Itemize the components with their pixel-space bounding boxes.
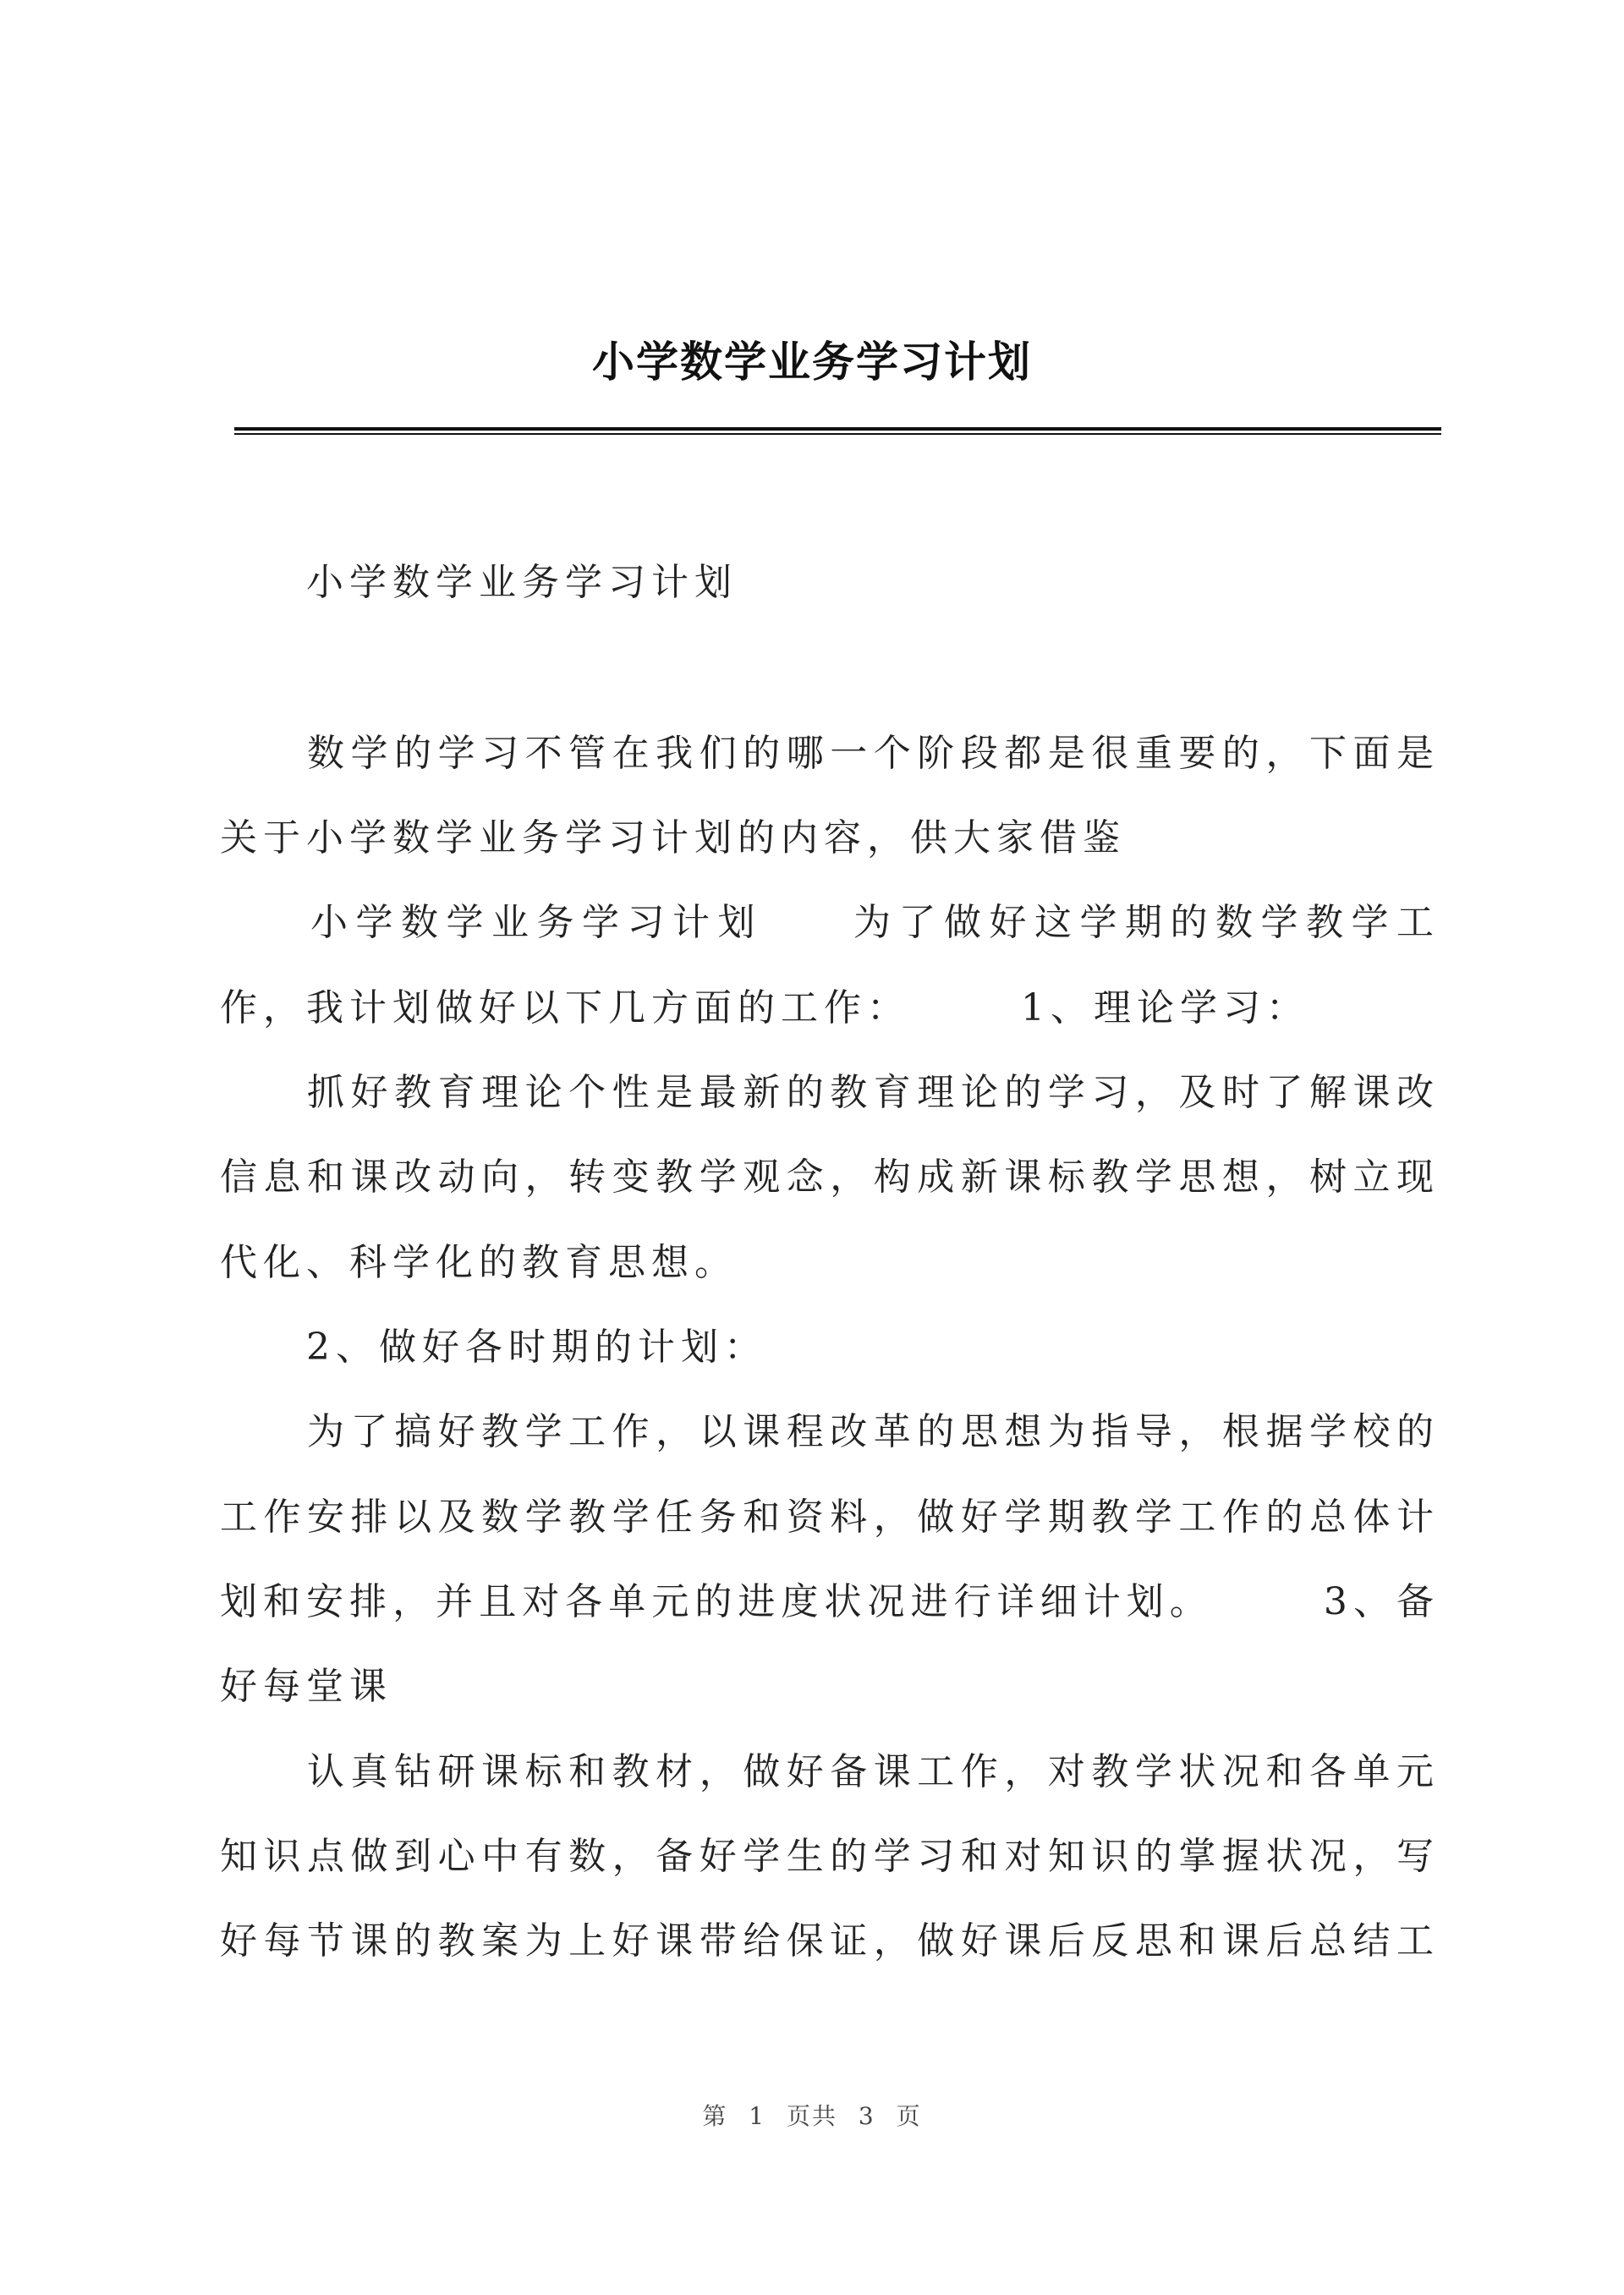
paragraph-line: 认真钻研课标和教材，做好备课工作，对教学状况和各单元 (220, 1750, 1434, 1793)
paragraph-line: 好每节课的教案为上好课带给保证，做好课后反思和课后总结工 (220, 1919, 1434, 1963)
paragraph-line: 抓好教育理论个性是最新的教育理论的学习，及时了解课改 (220, 1071, 1434, 1114)
document-title: 小学数学业务学习计划 (592, 337, 1032, 387)
paragraph-line: 好每堂课 (220, 1665, 392, 1708)
paragraph-line: 代化、科学化的教育思想。 (220, 1241, 738, 1284)
paragraph-line: 知识点做到心中有数，备好学生的学习和对知识的掌握状况，写 (220, 1835, 1434, 1878)
paragraph-line: 工作安排以及数学教学任务和资料，做好学期教学工作的总体计 (220, 1496, 1434, 1539)
paragraph-line: 为了搞好教学工作，以课程改革的思想为指导，根据学校的 (220, 1410, 1434, 1453)
paragraph-line: 2、做好各时期的计划： (220, 1326, 767, 1369)
paragraph-line: 划和安排，并且对各单元的进度状况进行详细计划。 3、备 (220, 1580, 1434, 1623)
paragraph-line: 信息和课改动向，转变教学观念，构成新课标教学思想，树立现 (220, 1156, 1434, 1199)
paragraph-line: 小学数学业务学习计划 (220, 561, 738, 604)
title-divider (234, 427, 1441, 436)
paragraph-line: 数学的学习不管在我们的哪一个阶段都是很重要的，下面是 (220, 732, 1434, 775)
paragraph-line: 作，我计划做好以下几方面的工作： 1、理论学习： (220, 986, 1309, 1029)
page-footer: 第 1 页共 3 页 (702, 2102, 922, 2130)
paragraph-line: 小学数学业务学习计划 为了做好这学期的数学教学工 (220, 901, 1434, 944)
paragraph-line: 关于小学数学业务学习计划的内容，供大家借鉴 (220, 816, 1126, 859)
